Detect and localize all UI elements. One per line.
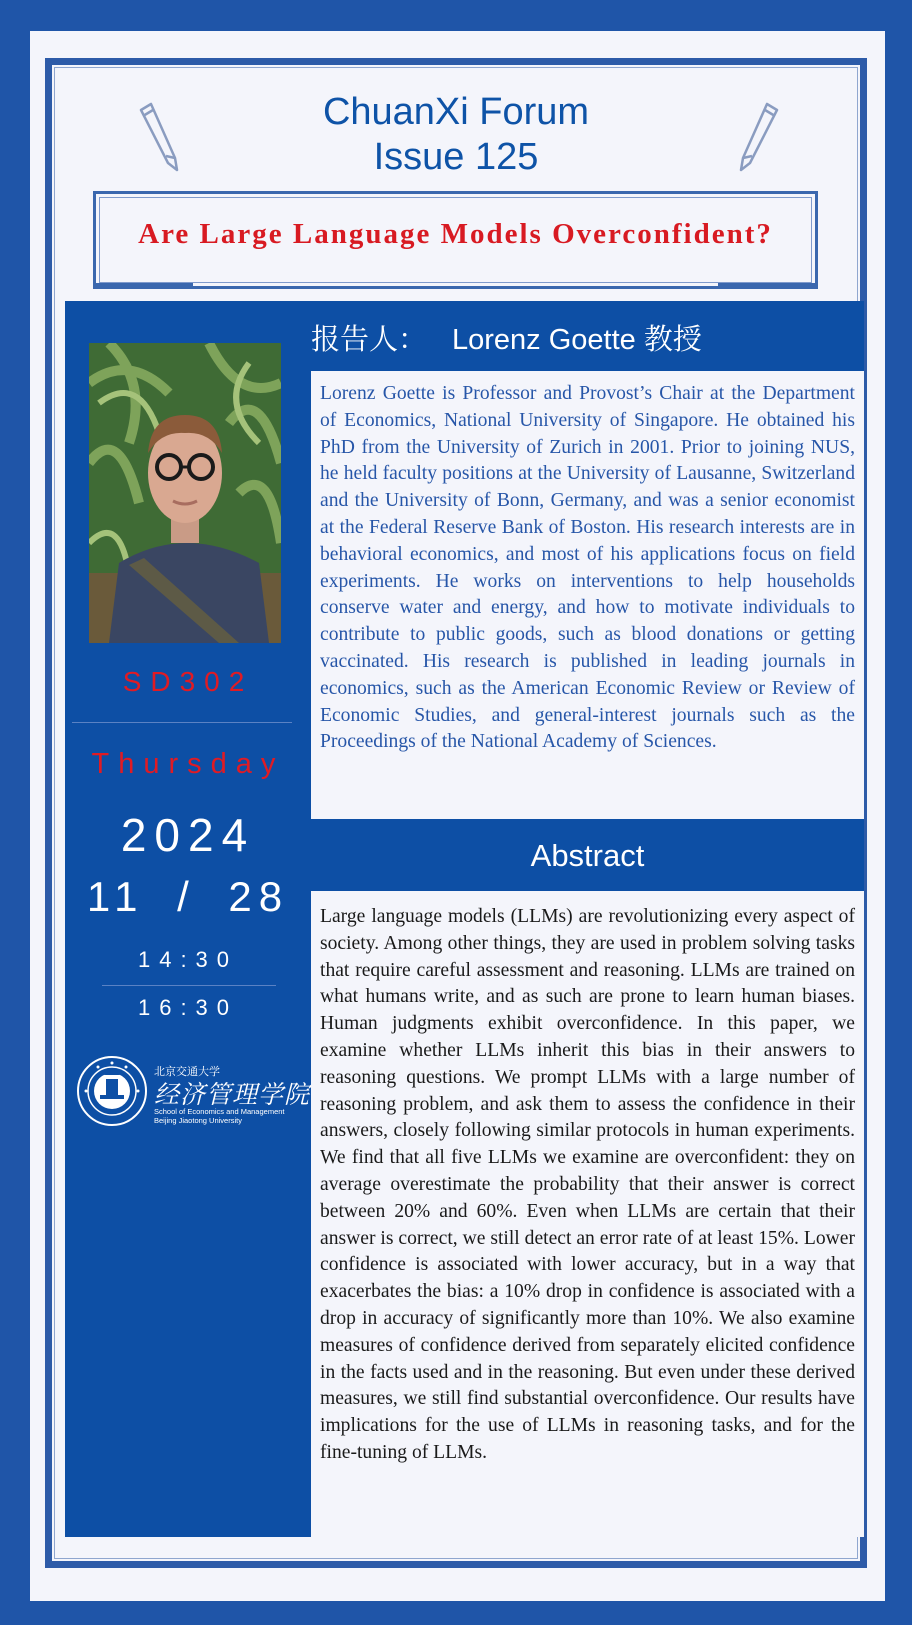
university-name-en: Beijing Jiaotong University xyxy=(154,1116,242,1125)
abstract-heading: Abstract xyxy=(530,838,645,873)
speaker-bio: Lorenz Goette is Professor and Provost’s Chair at the Department of Economics, National University of Singapore. He obtained his PhD from the University of Zurich in 2001. Prior to joining NUS, he held faculty positions at the University of Lausanne, Switzerland and the University of Bonn, Germany, and was a senior economist at the Federal Reserve Bank of Boston. His research interests are in behavioral economics, and most of his applications focus on field experiments. He works on interventions to help households conserve water and energy, and how to motivate individuals to contribute to public goods, such as blood donations or getting vaccinated. His research is published in leading journals in economics, such as the American Economic Review or Review of Economic Studies, and general-interest journals such as the Proceedings of the National Academy of Sciences. xyxy=(320,383,855,753)
start-time: 14:30 xyxy=(137,947,239,972)
pencil-icon xyxy=(135,100,185,172)
abstract-text: Large language models (LLMs) are revolutionizing every aspect of society. Among other things, they are used in problem solving tasks that require careful assessment and reasoning. LLMs are trained on what humans write, and as such are prone to learn human biases. Human judgments exhibit overconfidence. In this paper, we examine whether LLMs inherit this bias in their answers to reasoning questions. We prompt LLMs with a large number of reasoning problem, and ask them to assess the confidence in their answers, closely following similar protocols in human experiments. We find that all five LLMs we examine are overconfident: they on average overestimate the probability that their answer is correct between 20% and 60%. Even when LLMs are certain that their answer is correct, we still detect an error rate of at least 15%. Lower confidence is associated with lower accuracy, but in a way that exacerbates the bias: a 10% drop in confidence is associated with a drop in accuracy of significantly more than 10%. We also examine measures of confidence derived from separately elicited confidence in the facts used and in the reasoning. But even under these derived measures, we still find substantial overconfidence. Our results have implications for the use of LLMs in reasoning tasks, and for the fine-tuning of LLMs. xyxy=(320,906,855,1463)
room-number: SD302 xyxy=(122,666,254,697)
decorative-line xyxy=(718,283,818,286)
forum-issue: Issue 125 xyxy=(373,136,539,178)
decorative-line xyxy=(93,283,193,286)
speaker-label: 报告人： xyxy=(311,324,428,356)
forum-name: ChuanXi Forum xyxy=(322,91,590,133)
school-name-en: School of Economics and Management xyxy=(154,1107,285,1116)
school-logo xyxy=(76,1055,311,1125)
school-name-cn-small: 北京交通大学 xyxy=(154,1066,220,1078)
event-year: 2024 xyxy=(120,809,256,861)
end-time: 16:30 xyxy=(137,995,239,1020)
pencil-icon xyxy=(733,100,783,172)
talk-title: Are Large Language Models Overconfident? xyxy=(138,218,773,250)
weekday: Thursday xyxy=(91,748,285,780)
university-seal-icon xyxy=(76,1055,148,1127)
school-name-cn-large: 经济管理学院 xyxy=(154,1080,311,1109)
divider xyxy=(72,722,292,723)
event-date: 11 / 28 xyxy=(86,873,290,920)
speaker-name: Lorenz Goette 教授 xyxy=(452,324,702,356)
divider xyxy=(102,985,276,986)
speaker-photo xyxy=(89,343,281,643)
speaker-header xyxy=(311,312,864,362)
